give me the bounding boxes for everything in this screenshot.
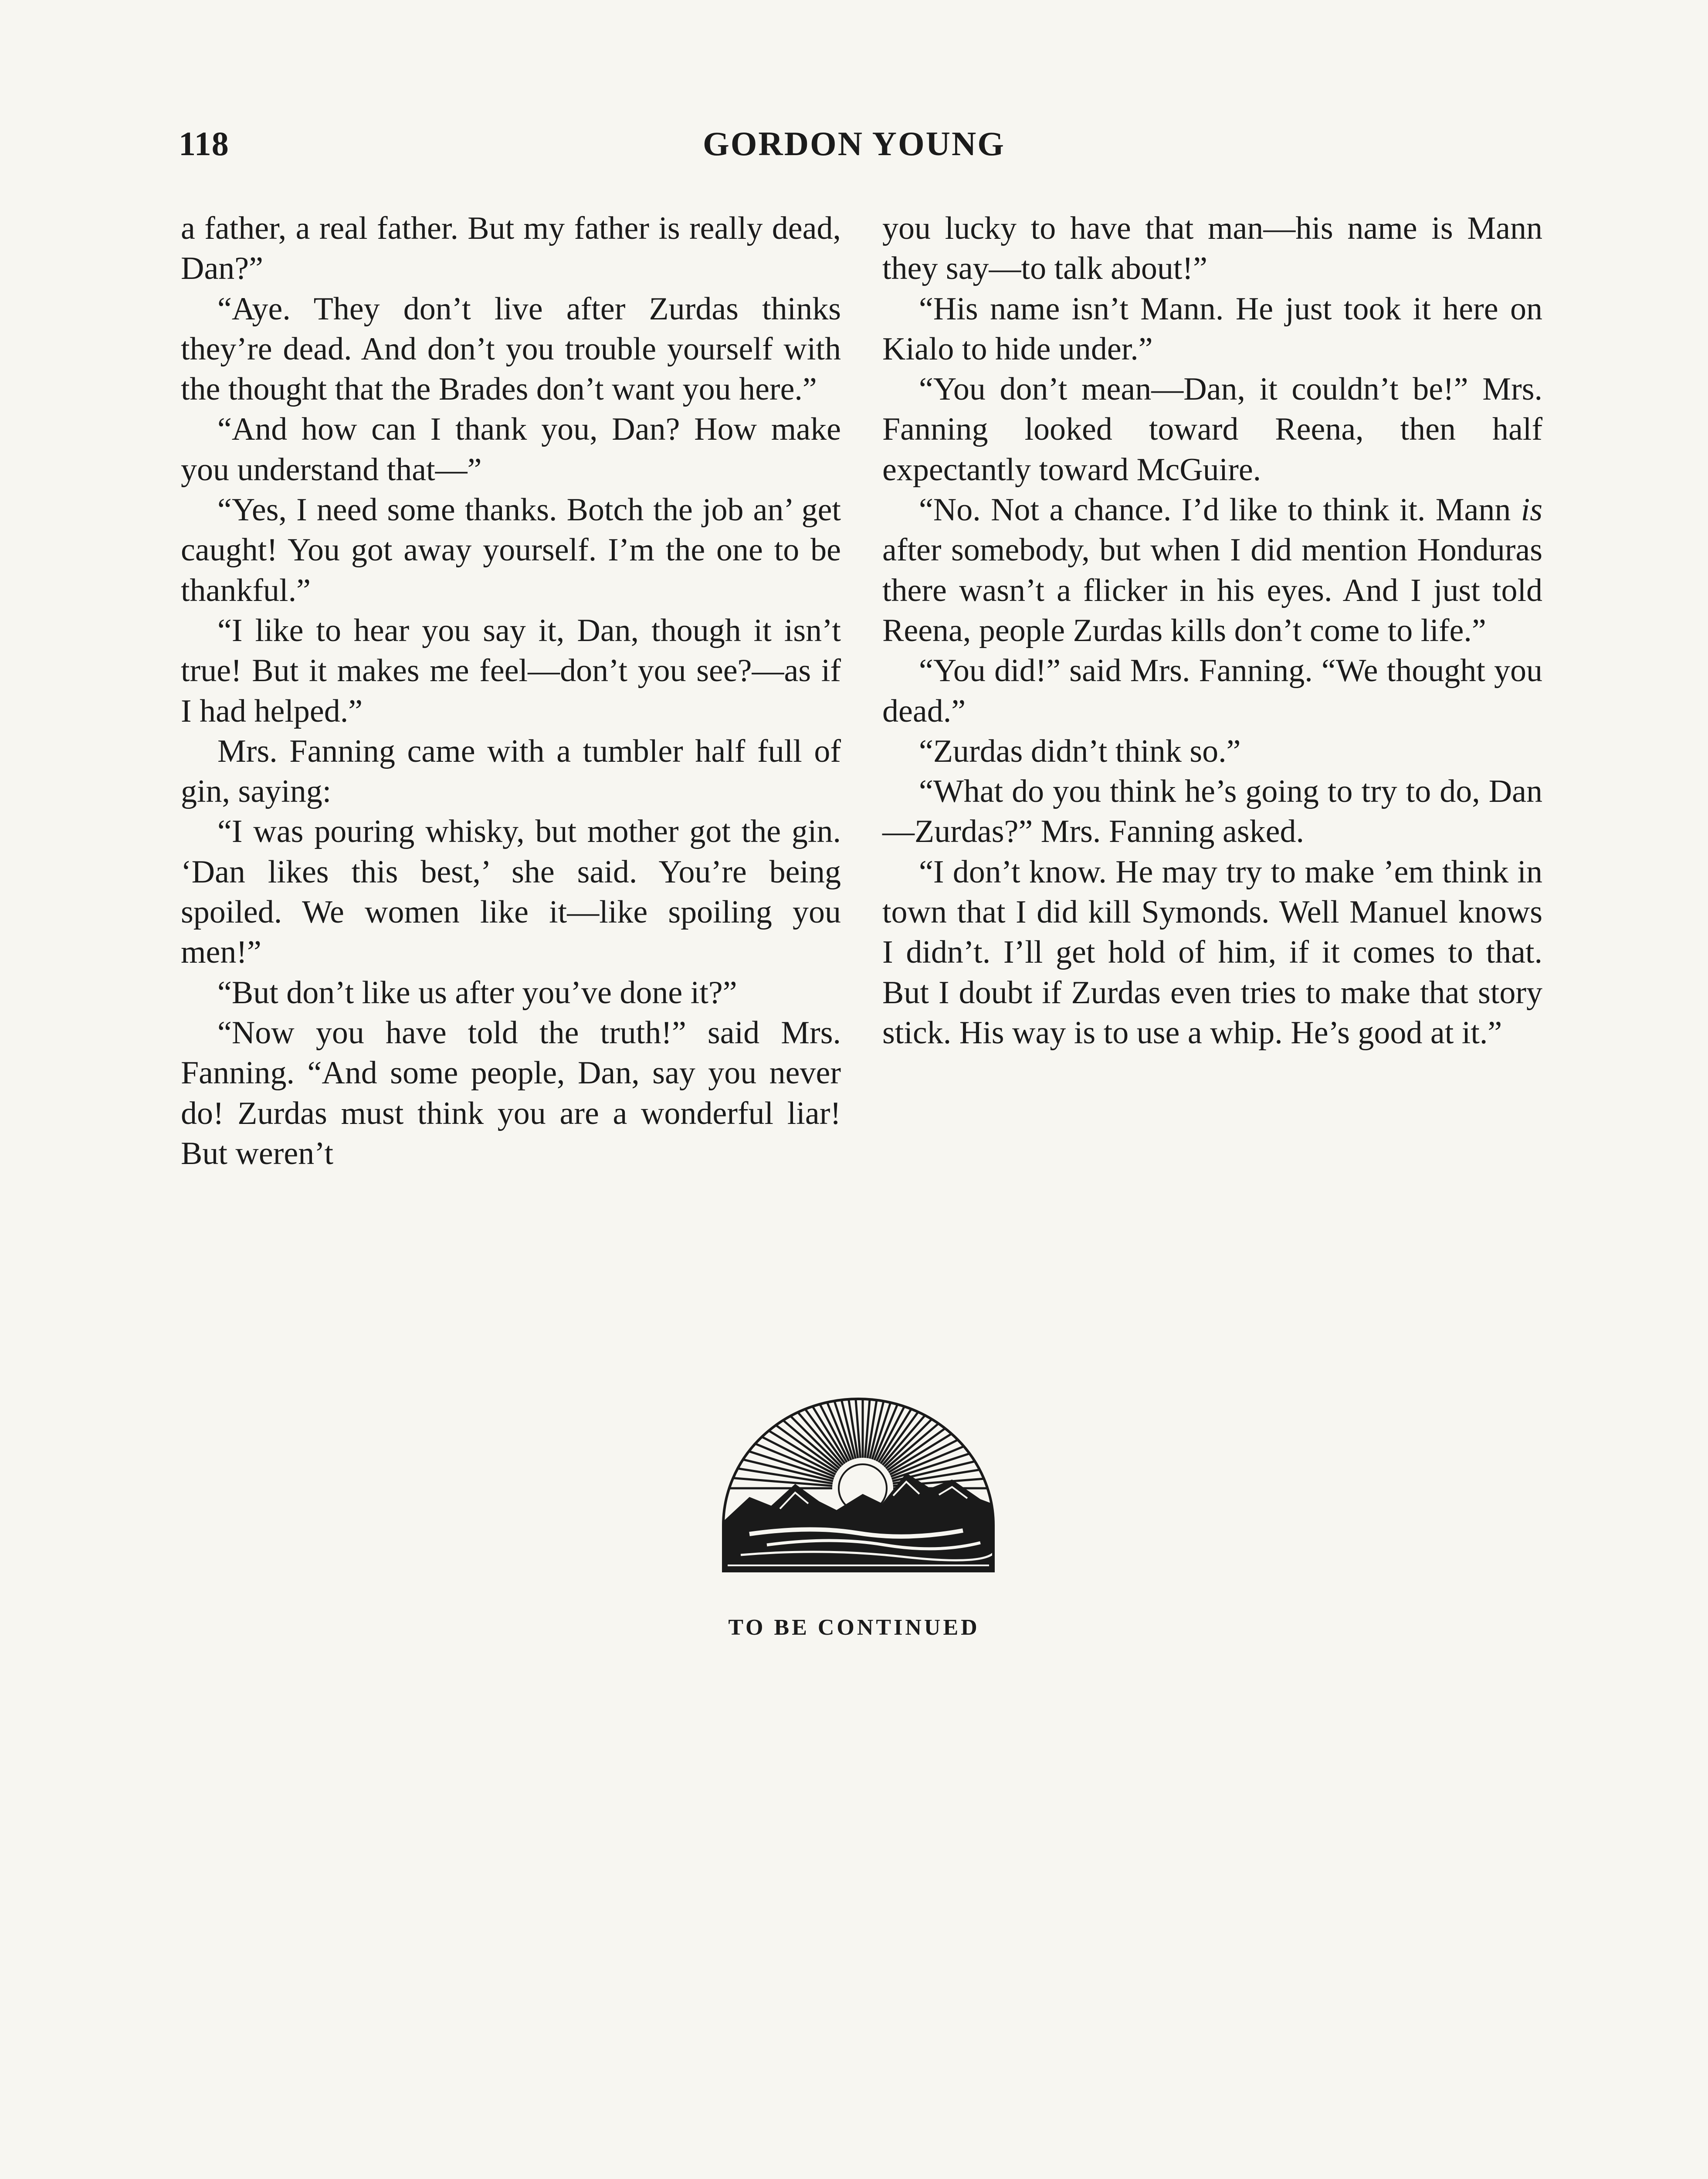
paragraph: “What do you think he’s going to try to do, Dan—Zurdas?” Mrs. Fanning asked. (882, 774, 1542, 850)
to-be-continued: TO BE CONTINUED (728, 1615, 980, 1640)
paragraph: “Now you have told the truth!” said Mrs. Fanning. “And some people, Dan, say you never do! Zurdas must think you are a wonderful liar! But weren’t (181, 1015, 841, 1171)
paragraph: “Yes, I need some thanks. Botch the job an’ get caught! You got away yourself. I’m the one to be thankful.” (181, 492, 841, 608)
paragraph: “His name isn’t Mann. He just took it here on Kialo to hide under.” (882, 291, 1542, 367)
paragraph: you lucky to have that man—his name is Mann they say—to talk about!” (882, 210, 1542, 287)
page-number: 118 (179, 125, 229, 163)
paragraph: Mrs. Fanning came with a tumbler half full of gin, saying: (181, 733, 841, 810)
paragraph: “Aye. They don’t live after Zurdas thinks they’re dead. And don’t you trouble yourself with the thought that the Brades don’t want you here.” (181, 291, 841, 407)
paragraph-text: after somebody, but when I did mention Honduras there wasn’t a flicker in his eyes. And I just told Reena, people Zurdas kills don’t come to life.” (882, 532, 1542, 648)
paragraph: a father, a real father. But my father is really dead, Dan?” (181, 210, 841, 287)
paragraph: “But don’t like us after you’ve done it?” (217, 974, 737, 1011)
paragraph: “I like to hear you say it, Dan, though it isn’t true! But it makes me feel—don’t you see?—as if I had helped.” (181, 612, 841, 729)
paragraph-text: “No. Not a chance. I’d like to think it. Mann (919, 492, 1521, 528)
paragraph: “I don’t know. He may try to make ’em think in town that I did kill Symonds. Well Manuel knows I didn’t. I’ll get hold of him, if it comes to that. But I doubt if Zurdas even tries to make that story stick. His way is to use a whip. He’s good at it.” (882, 854, 1542, 1051)
paragraph: “You did!” said Mrs. Fanning. “We thought you dead.” (882, 653, 1542, 729)
paragraph: “Zurdas didn’t think so.” (919, 733, 1241, 769)
paragraph: “I was pouring whisky, but mother got the gin. ‘Dan likes this best,’ she said. You’re being spoiled. We women like it—like spoiling you men!” (181, 814, 841, 971)
paragraph: “And how can I thank you, Dan? How make you understand that—” (181, 411, 841, 488)
running-head: GORDON YOUNG (703, 125, 1005, 163)
emphasized-word: is (1521, 492, 1542, 528)
text-column-right (882, 208, 1542, 1053)
paragraph: “You don’t mean—Dan, it couldn’t be!” Mrs. Fanning looked toward Reena, then half expectantly toward McGuire. (882, 371, 1542, 488)
paragraph (882, 490, 1542, 651)
sunrise-mountains-vignette-icon (719, 1395, 998, 1578)
text-column-left (181, 208, 841, 1174)
